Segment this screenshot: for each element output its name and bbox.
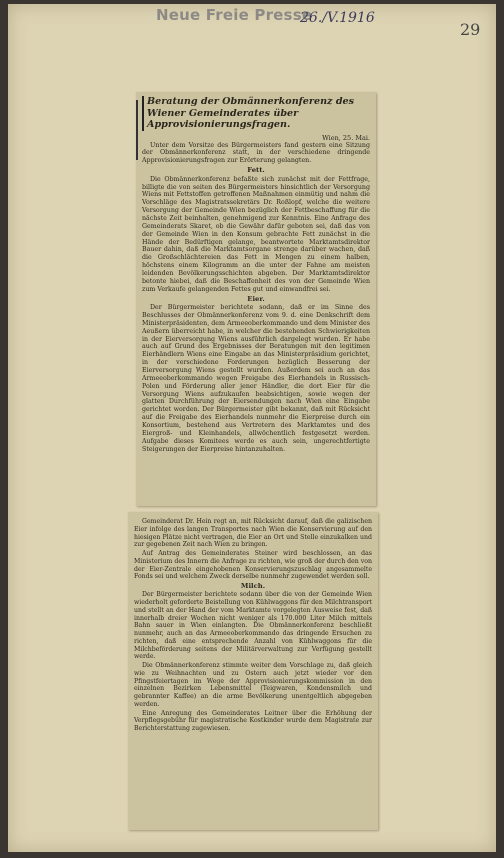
section-title-eier: Eier.	[247, 294, 265, 303]
section-text-milch-2: Die Obmännerkonferenz stimmte weiter dem Vorschlage zu, daß gleich wie zu Weihnachten und zu Ostern auch jetzt wieder vor den Pfingstfeiertagen im Wege der Approvisionierungskommission in den einzelnen Bezirken Lebensmittel (Teigwaren, Kondensmilch und gebrannter Kaffee) an die arme Bevölkerung unentgeltlich abgegeben werden.	[134, 662, 372, 708]
article-intro: Unter dem Vorsitze des Bürgermeisters fand gestern eine Sitzung der Obmännerkonferenz statt, in der verschiedene dringende Approvisionierungsfragen zur Erörterung gelangten.	[142, 141, 370, 165]
clipping-2-text	[134, 518, 372, 733]
clipping-1-text	[142, 96, 370, 453]
article-dateline: Wien, 25. Mai.	[322, 133, 370, 142]
section-text-fett: Die Obmännerkonferenz befaßte sich zunächst mit der Fettfrage, billigte die von seiten des Bürgermeisters hinsichtlich der Versorgung Wiens mit Fettstoffen getroffenen Maßnahmen einmütig und nahm die Vorschläge des Magistratssekretärs Dr. Roßlopf, welche die weitere Versorgung der Gemeinde Wien bezüglich der Fettbeschaffung für die nächste Zeit beinhalten, genehmigend zur Kenntnis. Eine Anfrage des Gemeinderats Skaret, ob die Gewähr dafür geboten sei, daß das von der Gemeinde Wien in den Konsum gebrachte Fett zunächst in die Hände der Bedürftigen gelange, beantwortete Marktamtsdirektor Bauer dahin, daß die Marktamtsorgane strenge darüber wachen, daß die Großschlächtereien das Fett in Mengen zu einem halben, höchstens einem Kilogramm an die unter der Fahne am meisten leidenden Bevölkerungsschichten abgeben. Der Marktamtsdirektor betonte hiebei, daß die Beschaffenheit des von der Gemeinde Wien zum Verkaufe gelangenden Fettes gut und einwandfrei sei.	[142, 175, 370, 293]
article-headline: Beratung der Obmännerkonferenz des Wiener Gemeinderates über Approvisionierungsfragen.	[142, 96, 370, 131]
section-title-fett: Fett.	[247, 166, 265, 175]
handwritten-date: 26./V.1916	[300, 10, 375, 26]
archive-sheet	[8, 4, 496, 852]
section-text-eier: Der Bürgermeister berichtete sodann, daß er im Sinne des Beschlusses der Obmännerkonferenz vom 9. d. eine Denkschrift dem Ministerpräsidenten, dem Armeeoberkommando und dem Minister des Aeußern überreicht habe, in welcher die bestehenden Schwierigkeiten in der Eierversorgung Wiens ausführlich dargelegt wurden. Er habe auch auf Grund des Ergebnisses der Beratungen mit den legitimen Eierhändlern Wiens eine Eingabe an das Ministerpräsidium gerichtet, in der verschiedene Forderungen bezüglich Besserung der Eierversorgung Wiens gestellt wurden. Außerdem sei auch an das Armeeoberkommando wegen Freigabe des Eierhandels in Russisch-Polen und Förderung aller jener Händler, die dort Eier für die Versorgung Wiens aufzukaufen beabsichtigen, sowie wegen der glatten Durchführung der Eiersendungen nach Wien eine Eingabe gerichtet worden. Der Bürgermeister gibt bekannt, daß mit Rücksicht auf die Freigabe des Eierhandels nunmehr die Eierpreise durch ein Konsortium, bestehend aus Vertretern des Marktamtes und des Eiergroß- und Kleinhandels, allwöchentlich festgesetzt werden. Aufgabe dieses Komitees werde es auch sein, ungerechtfertigte Steigerungen der Eierpreise hintanzuhalten.	[142, 304, 370, 453]
margin-mark	[136, 100, 138, 160]
section-text-milch-1: Der Bürgermeister berichtete sodann über die von der Gemeinde Wien wiederholt geforderte Beistellung von Kühlwaggons für den Milchtransport und stellt an der Hand der vom Marktamte vorgelegten Ausweise fest, daß innerhalb dreier Wochen nicht weniger als 170.000 Liter Milch mittels Bahn sauer in Wien einlangten. Die Obmännerkonferenz beschließt nunmehr, auch an das Armeeoberkommando das dringende Ersuchen zu richten, daß eine entsprechende Anzahl von Kühlwaggons für die Milchbeförderung seitens der Militärverwaltung zur Verfügung gestellt werde.	[134, 591, 372, 661]
newspaper-clipping-2	[128, 512, 378, 830]
page-number: 29	[460, 20, 481, 39]
section-title-milch: Milch.	[240, 582, 266, 590]
newspaper-clipping-1	[136, 92, 376, 506]
newspaper-masthead: Neue Freie Presse	[156, 6, 313, 24]
section-text-eier-continued-2: Auf Antrag des Gemeinderates Steiner wird beschlossen, an das Ministerium des Innern die Anfrage zu richten, wie groß der durch den von der Eier-Zentrale eingehobenen Konservierungszuschlag angesammelte Fonds sei und welchem Zweck derselbe nunmehr zugewendet werden soll.	[134, 550, 372, 581]
section-text-milch-3: Eine Anregung des Gemeinderates Leitner über die Erhöhung der Verpflegsgebühr für magistratische Kostkinder wurde dem Magistrate zur Berichterstattung zugewiesen.	[134, 709, 372, 733]
section-text-eier-continued-1: Gemeinderat Dr. Hein regt an, mit Rücksicht darauf, daß die galizischen Eier infolge des langen Transportes nach Wien die Konservierung auf den hiesigen Plätze nicht vertragen, die Eier an Ort und Stelle einzukalken und zur gegebenen Zeit nach Wien zu bringen.	[134, 518, 372, 549]
